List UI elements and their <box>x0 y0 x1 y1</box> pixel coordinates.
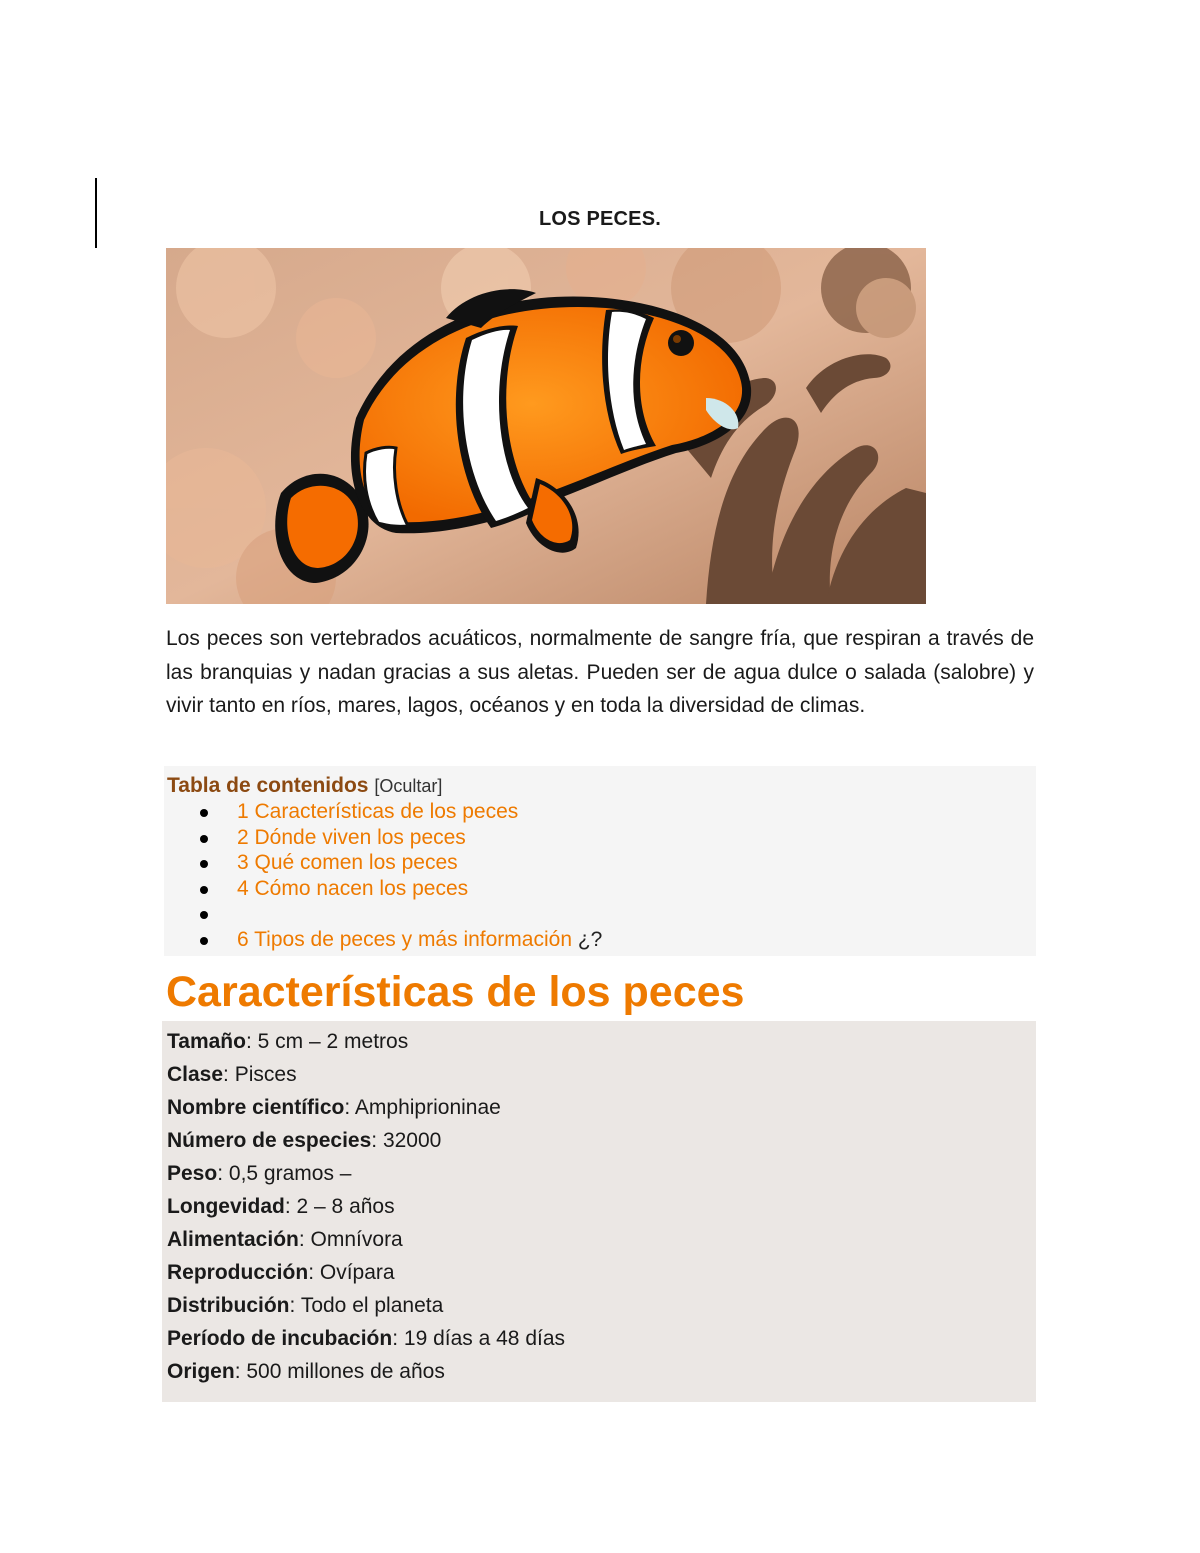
fact-row <box>167 1162 351 1186</box>
toc-item-suffix: ¿? <box>577 927 603 951</box>
fact-value: Pisces <box>234 1063 297 1086</box>
fact-separator: : <box>392 1327 399 1350</box>
fact-separator: : <box>344 1096 351 1119</box>
fact-row <box>167 1327 565 1351</box>
fact-row <box>167 1360 445 1384</box>
section-heading: Características de los peces <box>166 968 745 1016</box>
fact-value: Amphiprioninae <box>354 1096 501 1119</box>
fact-value: Ovípara <box>319 1261 395 1284</box>
facts-box <box>162 1021 1036 1402</box>
fact-separator: : <box>223 1063 229 1086</box>
fact-label: Nombre científico <box>167 1096 345 1119</box>
document-title: LOS PECES. <box>538 208 662 230</box>
toc-header <box>167 774 442 798</box>
bullet-icon <box>200 937 208 945</box>
fact-label: Origen <box>167 1360 235 1383</box>
fact-row <box>167 1228 403 1252</box>
fact-value: 19 días a 48 días <box>403 1327 566 1350</box>
fact-label: Alimentación <box>167 1228 299 1251</box>
fact-value: 0,5 gramos – <box>228 1162 352 1185</box>
fact-separator: : <box>217 1162 224 1185</box>
fact-row <box>167 1294 443 1318</box>
fact-value: 2 – 8 años <box>296 1195 395 1218</box>
fact-value: Todo el planeta <box>300 1294 444 1317</box>
fact-label: Clase <box>167 1063 224 1086</box>
toc-title: Tabla de contenidos <box>167 774 369 797</box>
fact-separator: : <box>245 1030 252 1053</box>
toc-item-empty <box>200 901 602 927</box>
toc-item-label[interactable]: 4 Cómo nacen los peces <box>237 876 469 900</box>
toc-toggle-link[interactable]: [Ocultar] <box>374 776 443 796</box>
fact-label: Reproducción <box>167 1261 309 1284</box>
toc-item-label[interactable]: 2 Dónde viven los peces <box>237 825 466 849</box>
fact-separator: : <box>308 1261 315 1284</box>
toc-item[interactable] <box>200 825 602 851</box>
fact-separator: : <box>284 1195 291 1218</box>
bullet-icon <box>200 860 208 868</box>
toc-item-label[interactable]: 1 Características de los peces <box>237 800 519 823</box>
toc-item[interactable] <box>200 927 602 953</box>
fact-label: Peso <box>167 1162 218 1185</box>
fact-separator: : <box>371 1129 378 1152</box>
fact-value: 500 millones de años <box>246 1360 445 1383</box>
fact-label: Distribución <box>167 1294 290 1317</box>
fact-value: 5 cm – 2 metros <box>257 1030 409 1053</box>
toc-list <box>200 799 602 952</box>
table-of-contents <box>164 766 1036 956</box>
fact-separator: : <box>234 1360 241 1383</box>
fact-value: Omnívora <box>310 1228 403 1251</box>
fact-separator: : <box>289 1294 296 1317</box>
clownfish-photo <box>166 248 926 604</box>
fact-separator: : <box>298 1228 305 1251</box>
bullet-icon <box>200 886 208 894</box>
toc-item[interactable] <box>200 850 602 876</box>
fact-row <box>167 1195 395 1219</box>
bullet-icon <box>200 835 208 843</box>
fact-row <box>167 1030 408 1054</box>
fact-label: Período de incubación <box>167 1327 393 1350</box>
toc-item[interactable] <box>200 876 602 902</box>
toc-item-label[interactable]: 6 Tipos de peces y más información <box>237 927 572 951</box>
toc-item-label[interactable]: 3 Qué comen los peces <box>237 851 458 874</box>
fact-row <box>167 1063 297 1087</box>
fact-label: Tamaño <box>167 1030 246 1053</box>
fact-value: 32000 <box>382 1129 442 1152</box>
toc-item[interactable] <box>200 799 602 825</box>
fact-label: Longevidad <box>167 1195 285 1218</box>
bullet-icon <box>200 809 208 817</box>
intro-paragraph: Los peces son vertebrados acuáticos, normalmente de sangre fría, que respiran a través de las branquias y nadan gracias a sus aletas. Pueden ser de agua dulce o salada (salobre) y vivir tanto en ríos, mares, lagos, océanos y en toda la diversidad de climas. <box>166 627 1034 717</box>
fact-row <box>167 1096 501 1120</box>
bullet-icon <box>200 911 208 919</box>
fact-label: Número de especies <box>167 1129 372 1152</box>
fact-row <box>167 1129 441 1153</box>
fact-row <box>167 1261 395 1285</box>
